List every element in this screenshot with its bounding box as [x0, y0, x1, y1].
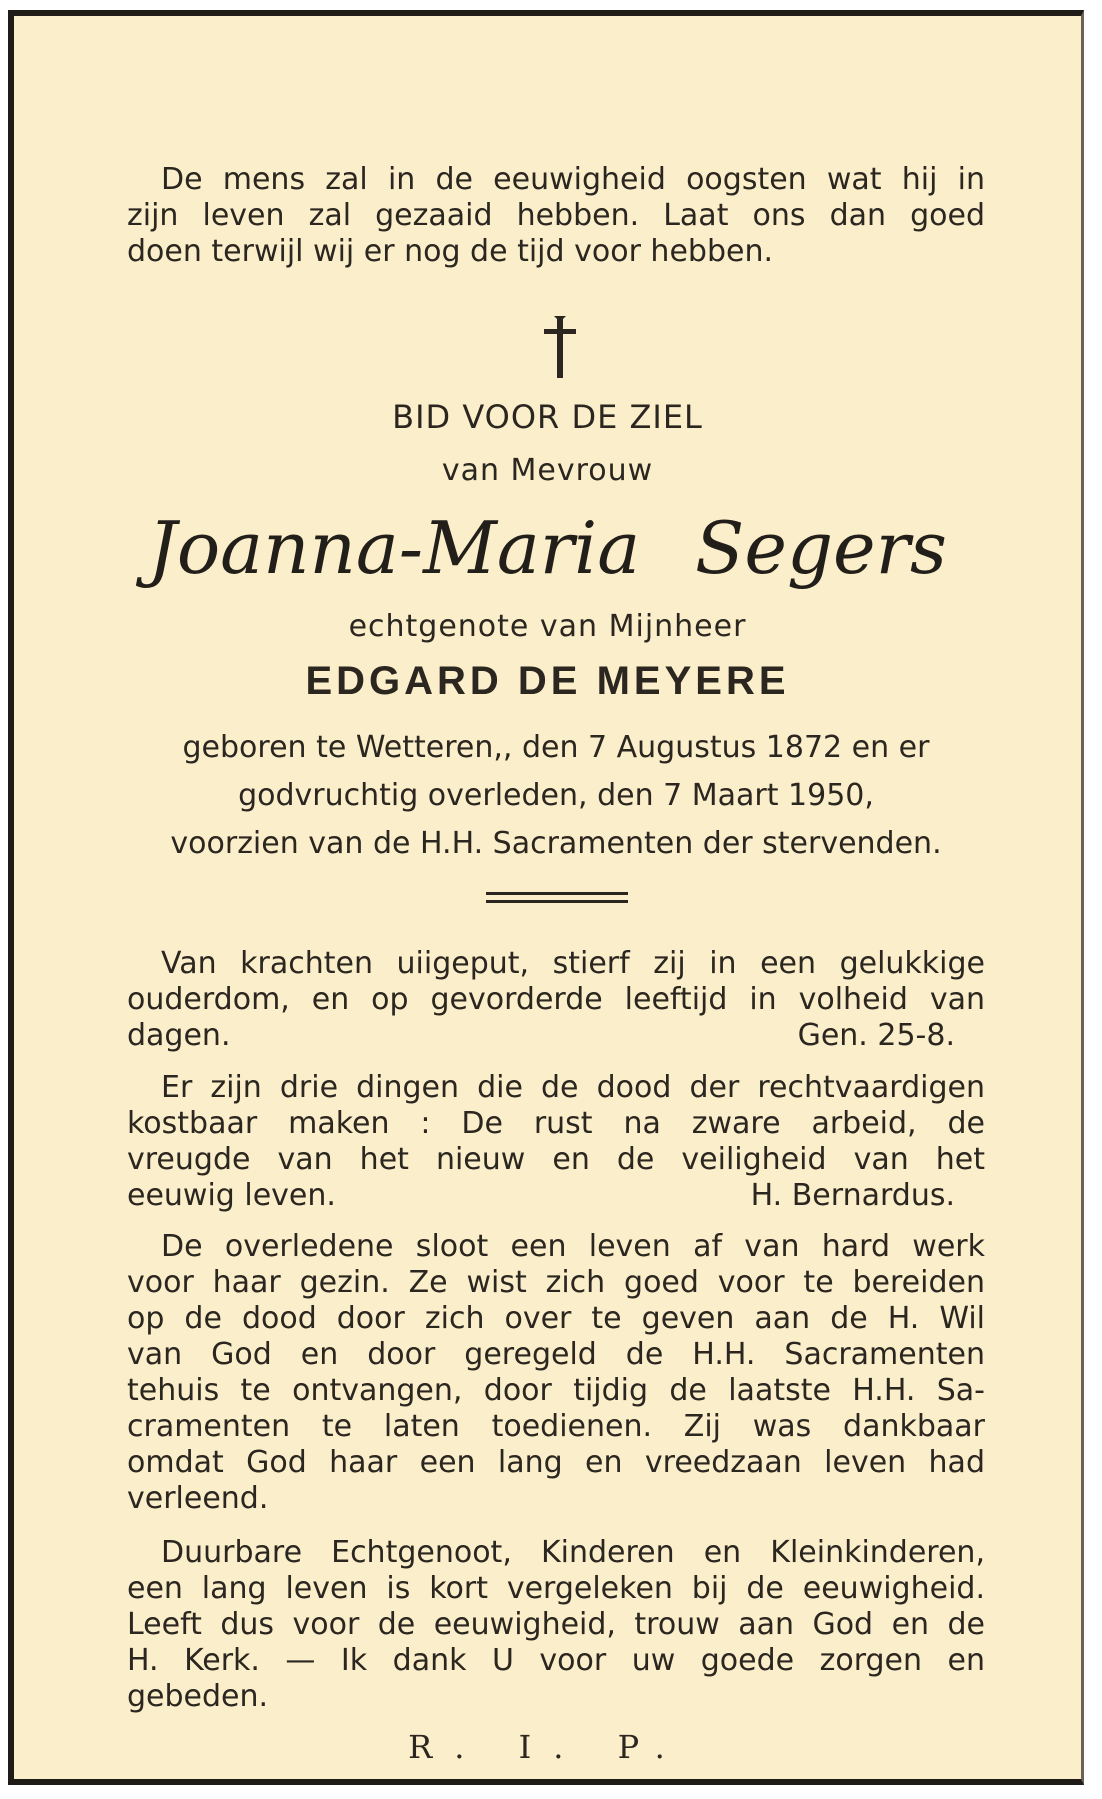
quote-line: doen terwijl wij er nog de tijd voor hebben.	[127, 234, 773, 269]
paragraph-genesis	[127, 946, 985, 1054]
rip-inscription: R. I. P.	[408, 1728, 687, 1766]
life-dates-line: godvruchtig overleden, den 7 Maart 1950,	[238, 778, 874, 813]
quote-line: zijn leven zal gezaaid hebben. Laat ons dan goed	[127, 198, 985, 233]
title-prefix: van Mevrouw	[441, 453, 654, 488]
quote-line: De mens zal in de eeuwigheid oogsten wat hij in	[161, 162, 985, 197]
paragraph-line: H. Kerk. — Ik dank U voor uw goede zorgen en	[127, 1643, 985, 1678]
double-rule-divider	[486, 892, 628, 906]
paragraph-line: ouderdom, en op gevorderde leeftijd in volheid van	[127, 982, 985, 1017]
paragraph-line: een lang leven is kort vergeleken bij de eeuwigheid.	[127, 1571, 985, 1606]
spouse-label: echtgenote van Mijnheer	[348, 609, 747, 644]
paragraph-line: Duurbare Echtgenoot, Kinderen en Kleinkinderen,	[161, 1535, 985, 1570]
life-dates	[127, 724, 985, 868]
paragraph-line: van God en door geregeld de H.H. Sacramenten	[127, 1337, 985, 1372]
paragraph-biography	[127, 1229, 985, 1517]
paragraph-line: verleend.	[127, 1481, 269, 1516]
paragraph-line: voor haar gezin. Ze wist zich goed voor te bereiden	[127, 1265, 985, 1300]
paragraph-line: Er zijn drie dingen die de dood der rechtvaardigen	[161, 1070, 985, 1105]
paragraph-line: kostbaar maken : De rust na zware arbeid, de	[127, 1106, 985, 1141]
paragraph-line: op de dood door zich over te geven aan de H. Wil	[127, 1301, 985, 1336]
paragraph-bernardus	[127, 1070, 985, 1214]
paragraph-line: gebeden.	[127, 1679, 269, 1714]
life-dates-line: voorzien van de H.H. Sacramenten der stervenden.	[170, 826, 942, 861]
paragraph-line: cramenten te laten toedienen. Zij was dankbaar	[127, 1409, 985, 1444]
opening-quote	[127, 162, 985, 270]
scripture-reference: Gen. 25-8.	[797, 1018, 955, 1053]
paragraph-line: omdat God haar een lang en vreedzaan leven had	[127, 1445, 985, 1480]
paragraph-line: Van krachten uiigeput, stierf zij in een gelukkige	[161, 946, 985, 981]
paragraph-line: vreugde van het nieuw en de veiligheid van het	[127, 1142, 985, 1177]
paragraph-line: De overledene sloot een leven af van hard werk	[161, 1229, 985, 1264]
paragraph-line: eeuwig leven. H. Bernardus.	[127, 1178, 955, 1213]
life-dates-line: geboren te Wetteren,, den 7 Augustus 1872 en er	[182, 730, 930, 765]
prayer-heading: BID VOOR DE ZIEL	[392, 398, 703, 436]
paragraph-line: Leeft dus voor de eeuwigheid, trouw aan God en de	[127, 1607, 985, 1642]
cross-icon	[540, 314, 580, 380]
paragraph-line: dagen. Gen. 25-8.	[127, 1018, 955, 1053]
deceased-name: Joanna-Maria Segers	[147, 506, 948, 590]
memorial-card	[8, 10, 1084, 1785]
paragraph-line: tehuis te ontvangen, door tijdig de laatste H.H. Sa-	[127, 1373, 985, 1408]
paragraph-farewell	[127, 1535, 985, 1715]
quote-attribution: H. Bernardus.	[750, 1178, 955, 1213]
husband-name: EDGARD DE MEYERE	[305, 659, 790, 703]
